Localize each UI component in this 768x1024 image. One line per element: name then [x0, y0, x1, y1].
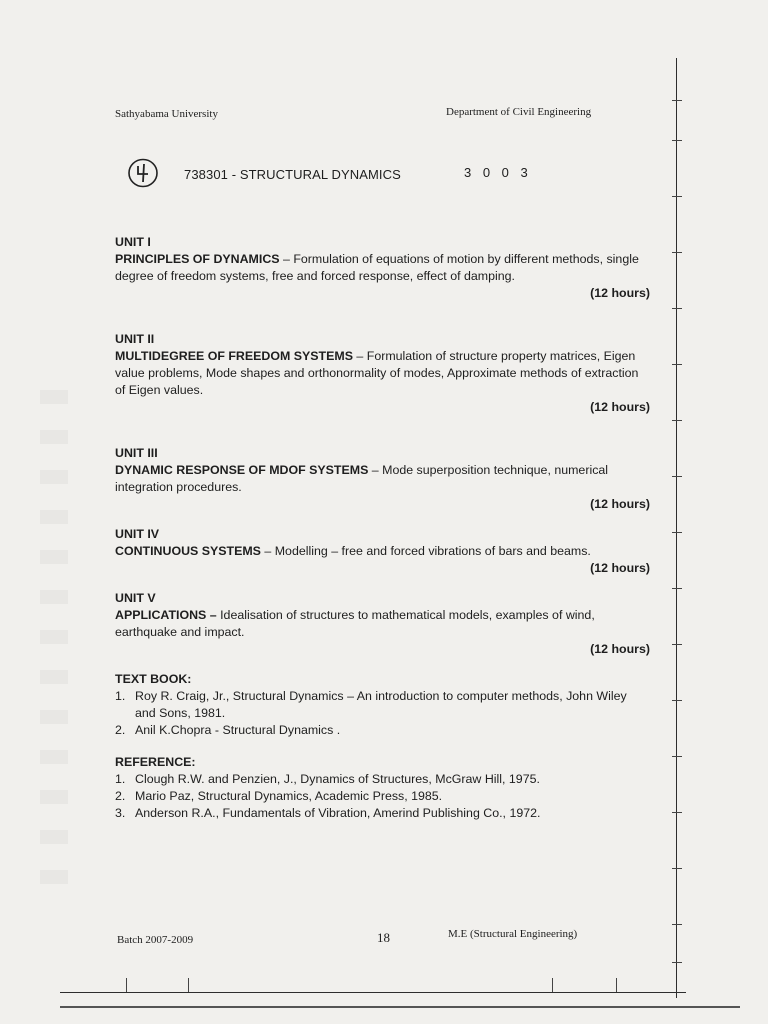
unit-block	[115, 445, 650, 513]
list-item-number: 2.	[115, 789, 126, 803]
binder-tick	[672, 100, 682, 101]
list-item-text: Roy R. Craig, Jr., Structural Dynamics – An introduction to computer methods, John Wiley and Sons, 1981.	[135, 689, 627, 720]
unit-label: UNIT I	[115, 235, 151, 249]
reference-section	[115, 754, 650, 822]
list-item-number: 1.	[115, 772, 126, 786]
bottom-rule-outer	[60, 1006, 740, 1008]
list-item	[115, 722, 650, 739]
list-item-text: Anderson R.A., Fundamentals of Vibration, Amerind Publishing Co., 1972.	[135, 806, 541, 820]
unit-body: Idealisation of structures to mathematical models, examples of wind, earthquake and impact.	[115, 608, 595, 639]
unit-hours: (12 hours)	[590, 561, 650, 575]
unit-description	[115, 348, 650, 399]
bottom-tick	[616, 978, 617, 992]
unit-label: UNIT II	[115, 332, 155, 346]
unit-heading: APPLICATIONS –	[115, 608, 217, 622]
binder-tick	[672, 308, 682, 309]
binder-tick	[672, 364, 682, 365]
unit-block	[115, 234, 650, 302]
reference-title: REFERENCE:	[115, 755, 196, 769]
footer-batch: Batch 2007-2009	[117, 934, 194, 946]
binder-tick	[672, 962, 682, 963]
unit-hours: (12 hours)	[590, 400, 650, 414]
unit-heading: CONTINUOUS SYSTEMS	[115, 544, 261, 558]
unit-description	[115, 251, 650, 285]
binder-tick	[672, 644, 682, 645]
list-item-text: Anil K.Chopra - Structural Dynamics .	[135, 723, 341, 737]
text-book-section	[115, 671, 650, 739]
unit-block	[115, 526, 650, 577]
course-title: 738301 - STRUCTURAL DYNAMICS	[184, 167, 401, 182]
handwritten-circle-mark-icon	[127, 157, 159, 189]
text-book-title: TEXT BOOK:	[115, 672, 192, 686]
footer-program: M.E (Structural Engineering)	[448, 928, 578, 940]
binder-tick	[672, 700, 682, 701]
unit-body: – Formulation of equations of motion by different methods, single degree of freedom systems, free and forced response, effect of damping.	[115, 252, 639, 283]
unit-heading: DYNAMIC RESPONSE OF MDOF SYSTEMS	[115, 463, 369, 477]
unit-hours: (12 hours)	[590, 286, 650, 300]
unit-heading: MULTIDEGREE OF FREEDOM SYSTEMS	[115, 349, 353, 363]
list-item	[115, 688, 650, 722]
unit-hours: (12 hours)	[590, 642, 650, 656]
footer-page-number: 18	[377, 930, 390, 945]
unit-block	[115, 331, 650, 416]
binder-tick	[672, 140, 682, 141]
bottom-tick	[126, 978, 127, 992]
binder-tick	[672, 924, 682, 925]
list-item	[115, 771, 650, 788]
unit-description	[115, 543, 650, 560]
binder-tick	[672, 420, 682, 421]
unit-body: – Formulation of structure property matrices, Eigen value problems, Mode shapes and orthonormality of modes, Approximate methods of extraction of Eigen values.	[115, 349, 639, 397]
unit-body: – Modelling – free and forced vibrations of bars and beams.	[260, 544, 591, 558]
bottom-tick	[552, 978, 553, 992]
binder-tick	[672, 252, 682, 253]
header-university: Sathyabama University	[115, 108, 218, 120]
unit-label: UNIT III	[115, 446, 158, 460]
list-item-number: 3.	[115, 806, 126, 820]
course-credits: 3 0 0 3	[464, 165, 528, 180]
unit-label: UNIT IV	[115, 527, 160, 541]
list-item	[115, 805, 650, 822]
unit-block	[115, 590, 650, 658]
list-item-number: 2.	[115, 723, 126, 737]
bottom-tick	[188, 978, 189, 992]
list-item-text: Mario Paz, Structural Dynamics, Academic Press, 1985.	[135, 789, 443, 803]
binder-edge	[676, 58, 685, 998]
binder-tick	[672, 868, 682, 869]
binder-tick	[672, 812, 682, 813]
binder-tick	[672, 756, 682, 757]
list-item-number: 1.	[115, 689, 126, 703]
unit-label: UNIT V	[115, 591, 156, 605]
binder-tick	[672, 588, 682, 589]
unit-description	[115, 607, 650, 641]
binder-tick	[672, 532, 682, 533]
binder-tick	[672, 476, 682, 477]
unit-body: – Mode superposition technique, numerical integration procedures.	[115, 463, 609, 494]
list-item-text: Clough R.W. and Penzien, J., Dynamics of Structures, McGraw Hill, 1975.	[135, 772, 540, 786]
unit-hours: (12 hours)	[590, 497, 650, 511]
unit-heading: PRINCIPLES OF DYNAMICS	[115, 252, 280, 266]
unit-description	[115, 462, 650, 496]
bleed-through-marks	[40, 390, 68, 910]
binder-tick	[672, 196, 682, 197]
list-item	[115, 788, 650, 805]
header-department: Department of Civil Engineering	[446, 106, 592, 118]
bottom-rule	[60, 992, 686, 993]
